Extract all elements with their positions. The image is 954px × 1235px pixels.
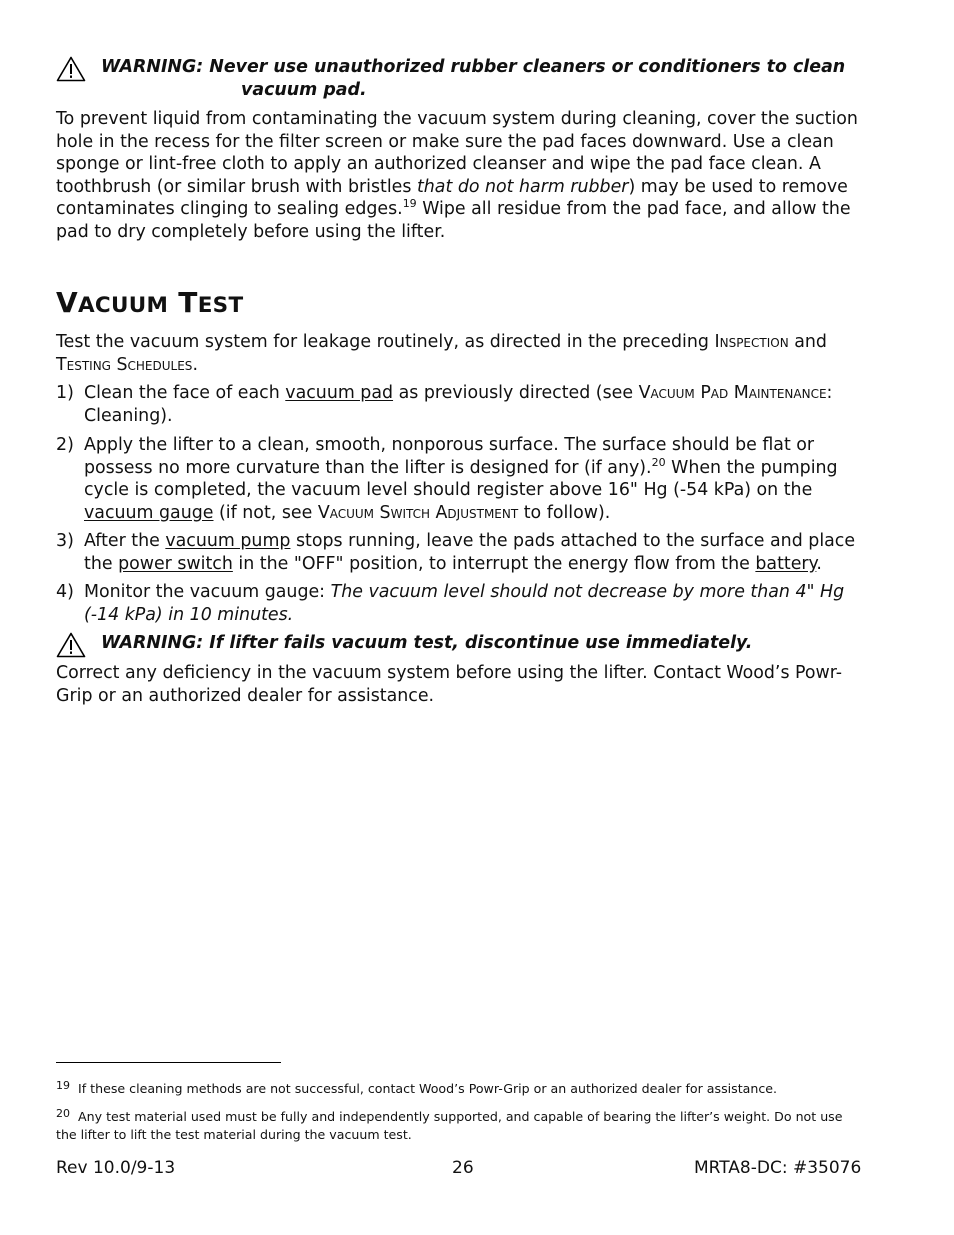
section-ref: Vacuum Pad Maintenance	[638, 383, 827, 403]
power-switch-link[interactable]: power switch	[118, 553, 233, 574]
text-run: When the pumping cycle is completed, the vacuum level should register above 16" Hg (-54 kPa) on the	[84, 457, 838, 501]
section-ref: Vacuum Switch Adjustment	[317, 502, 519, 523]
intro-paragraph	[56, 331, 866, 376]
text-run: : Cleaning).	[84, 383, 833, 426]
warning-1-line1: WARNING: Never use unauthorized rubber cleaners or conditioners to clean	[101, 57, 846, 77]
cleaning-paragraph	[56, 108, 866, 244]
text-run: Test the vacuum system for leakage routinely, as directed in the preceding	[56, 332, 715, 352]
step-number: 4)	[56, 582, 74, 602]
section-ref: Testing Schedules	[56, 354, 193, 375]
footnote-separator	[56, 1062, 281, 1063]
text-run: Clean the face of each	[84, 383, 286, 403]
footnote-19	[56, 1077, 866, 1098]
footnote-text: Any test material used must be fully and independently supported, and capable of bearing the lifter’s weight. Do not use the lifter to lift the test material during the vacuum test.	[56, 1109, 843, 1142]
text-run: and	[788, 332, 827, 352]
step-body	[84, 434, 864, 524]
vacuum-gauge-link[interactable]: vacuum gauge	[84, 502, 214, 523]
heading-initial: V	[56, 286, 78, 319]
vacuum-pump-link[interactable]: vacuum pump	[165, 531, 291, 551]
text-run: .	[816, 553, 822, 574]
section-ref: Inspection	[714, 332, 789, 352]
vacuum-pad-link[interactable]: vacuum pad	[285, 383, 394, 403]
footnote-ref-19[interactable]: 19	[402, 197, 417, 211]
warning-2-text: WARNING: If lifter fails vacuum test, discontinue use immediately.	[101, 633, 753, 653]
warning-triangle-icon	[56, 56, 86, 82]
text-run: (if not, see	[213, 502, 318, 523]
warning-triangle-icon	[56, 632, 86, 658]
footnote-ref-20[interactable]: 20	[651, 455, 666, 469]
text-run: in the "OFF" position, to interrupt the energy flow from the	[232, 553, 756, 574]
warning-1-line2: vacuum pad.	[241, 79, 367, 100]
footnote-mark: 19	[56, 1079, 70, 1092]
step-number: 3)	[56, 531, 74, 551]
step-body	[84, 530, 864, 575]
text-run: ) may be used to remove contaminates clinging to sealing edges.	[56, 176, 848, 220]
footer-revision: Rev 10.0/9-13	[56, 1158, 176, 1178]
text-run: Wipe all residue from the pad face, and allow the pad to dry completely before using the lifter.	[56, 199, 851, 242]
text-run: .	[192, 354, 198, 375]
step-body	[84, 382, 864, 427]
text-run: After the	[84, 531, 166, 551]
footnote-text: If these cleaning methods are not successful, contact Wood’s Powr-Grip or an authorized dealer for assistance.	[78, 1081, 778, 1096]
footnote-20	[56, 1105, 866, 1144]
step-number: 1)	[56, 383, 74, 403]
text-run: Monitor the vacuum gauge:	[84, 582, 331, 602]
battery-link[interactable]: battery	[755, 553, 817, 574]
footer-document-id: MRTA8-DC: #35076	[694, 1158, 862, 1178]
warning-1-text	[101, 56, 845, 101]
step-body	[84, 581, 864, 626]
italic-run: The vacuum level should not decrease by more than 4" Hg (-14 kPa) in 10 minutes.	[84, 582, 845, 625]
heading-initial: T	[178, 286, 198, 319]
text-run: stops running, leave the pads attached to the surface and place the	[84, 531, 856, 574]
text-run: to follow).	[518, 502, 611, 523]
text-run: as previously directed (see	[393, 383, 639, 403]
heading-rest: EST	[197, 293, 244, 318]
step-number: 2)	[56, 435, 74, 455]
section-heading	[56, 286, 244, 319]
footer-page-number: 26	[452, 1158, 474, 1178]
italic-run: that do not harm rubber	[416, 176, 629, 197]
heading-rest: ACUUM	[77, 293, 169, 318]
footnote-mark: 20	[56, 1107, 70, 1120]
text-run: To prevent liquid from contaminating the vacuum system during cleaning, cover the suction hole in the recess for the filter screen or make sure the pad faces downward. Use a clean sponge or lint-free cloth to apply an authorized cleanser and wipe the pad face clean. A toothbrush (or similar brush with bristles	[56, 109, 858, 197]
text-run: Apply the lifter to a clean, smooth, nonporous surface. The surface should be flat or possess no more curvature than the lifter is designed for (if any).	[84, 435, 815, 478]
deficiency-paragraph: Correct any deficiency in the vacuum system before using the lifter. Contact Wood’s Powr-Grip or an authorized dealer for assistance.	[56, 663, 843, 706]
